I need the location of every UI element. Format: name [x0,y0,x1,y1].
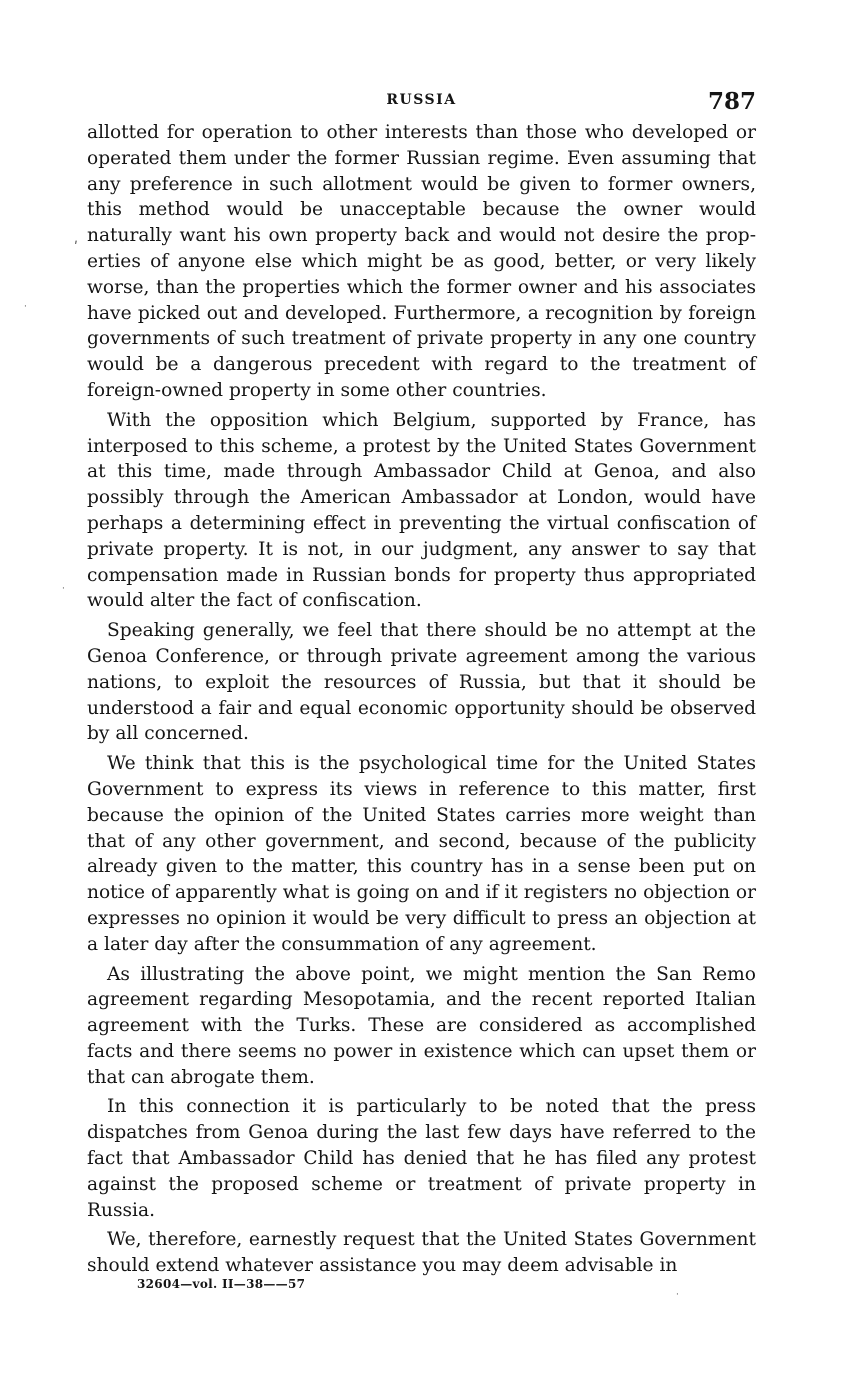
stray-dot-mark: · [24,302,27,312]
page-number: 787 [707,88,756,115]
paragraph-2: With the opposition which Belgium, supported by France, has interposed to this scheme, a protest by the United States Government at this time, made through Ambassador Child at Genoa, and also possibly through the American Ambassador at London, would have perhaps a determining effect in preventing the virtual confiscation of private property. It is not, in our judgment, any answer to say that compensation made in Russian bonds for property thus appropriated would alter the fact of confiscation. [87,409,756,612]
paragraph-1: allotted for operation to other interests than those who developed or operated them under the former Russian regime. Even assuming that any preference in such allotment would be given to former owners, this method would be unacceptable because the owner would naturally want his own property back and would not desire the properties of anyone else which might be as good, better, or very likely worse, than the properties which the former owner and his associates have picked out and developed. Furthermore, a recognition by foreign governments of such treatment of private property in any one country would be a dangerous precedent with regard to the treatment of foreign-owned property in some other countries. [87,122,756,401]
stray-dot-mark: · [62,584,65,594]
paragraph-7: We, therefore, earnestly request that the United States Government should extend whatever assistance you may deem advisable in [87,1229,756,1277]
paragraph-3: Speaking generally, we feel that there should be no attempt at the Genoa Conference, or through private agreement among the various nations, to exploit the resources of Russia, but that it should be understood a fair and equal economic opportunity should be observed by all concerned. [87,620,756,745]
running-head [87,84,756,120]
stray-dot-mark: · [676,1290,679,1300]
signature-mark: 32604—vol. II—38——57 [137,1277,306,1291]
running-title: RUSSIA [386,92,457,108]
document-page [87,84,756,1283]
stray-tick-mark: ʹ [74,240,78,256]
paragraph-5: As illustrating the above point, we might mention the San Remo agreement regarding Mesopotamia, and the recent reported Italian agreement with the Turks. These are considered as accomplished facts and there seems no power in existence which can upset them or that can abrogate them. [87,963,756,1088]
paragraph-6: In this connection it is particularly to be noted that the press dispatches from Genoa during the last few days have referred to the fact that Ambassador Child has denied that he has filed any protest against the proposed scheme or treatment of private property in Russia. [87,1096,756,1221]
paragraph-4: We think that this is the psychological time for the United States Government to express its views in reference to this matter, first because the opinion of the United States carries more weight than that of any other government, and second, because of the publicity already given to the matter, this country has in a sense been put on notice of apparently what is going on and if it registers no objection or expresses no opinion it would be very difficult to press an objection at a later day after the consummation of any agreement. [87,753,756,955]
